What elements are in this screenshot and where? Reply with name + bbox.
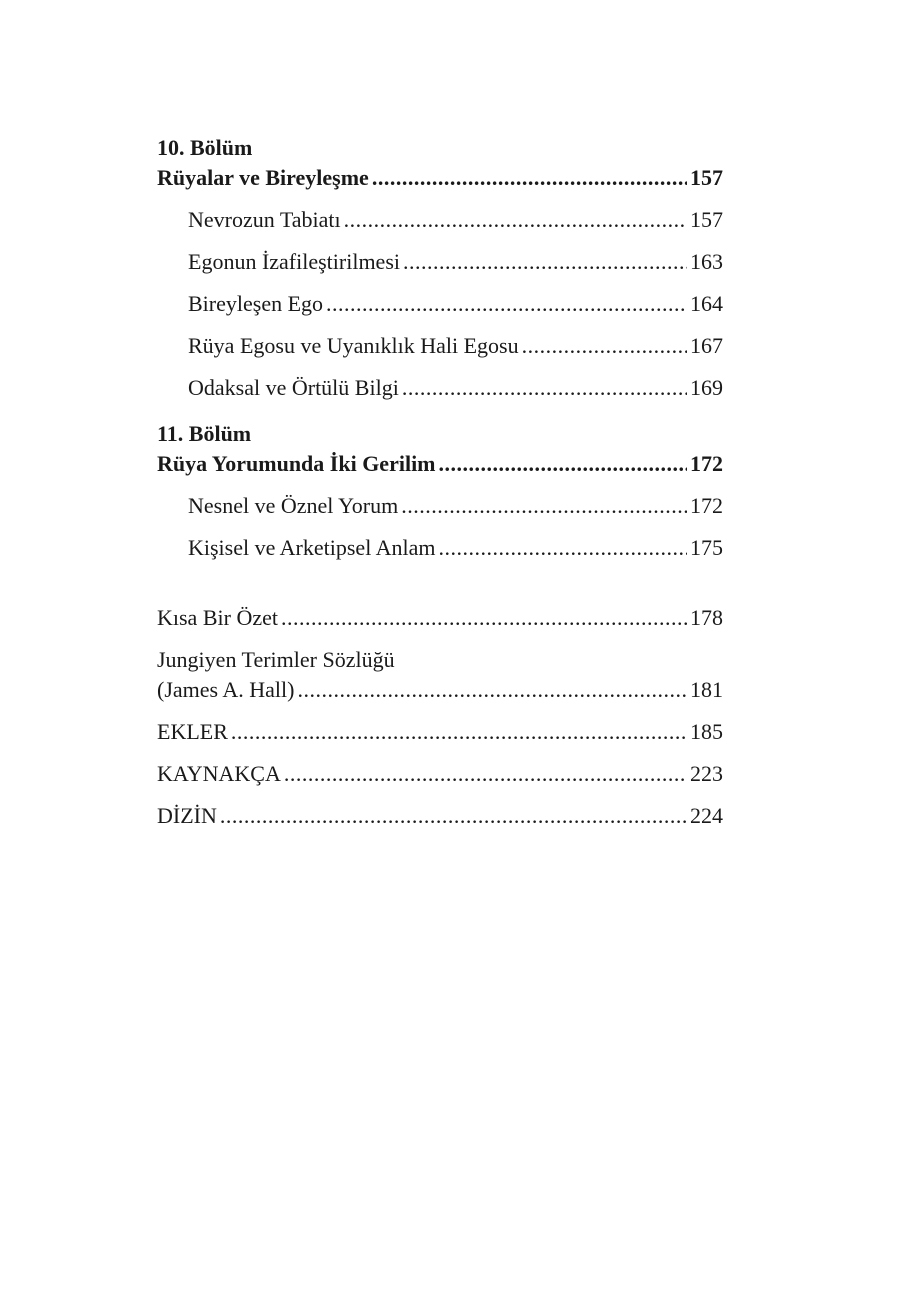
toc-entry[interactable] <box>157 289 723 319</box>
entry-title-line2: (James A. Hall) <box>157 677 295 702</box>
page-number: 169 <box>690 375 723 400</box>
table-of-contents <box>157 133 723 831</box>
toc-entry-summary[interactable] <box>157 603 723 633</box>
entry-title: DİZİN <box>157 803 217 828</box>
entry-title: Kişisel ve Arketipsel Anlam <box>188 535 436 560</box>
page-number: 178 <box>690 605 723 630</box>
page-number: 163 <box>690 249 723 274</box>
entry-title-line2-row <box>157 675 723 705</box>
entry-title: Egonun İzafileştirilmesi <box>188 249 400 274</box>
entry-title: Nesnel ve Öznel Yorum <box>188 493 399 518</box>
entry-title: Nevrozun Tabiatı <box>188 207 341 232</box>
dot-leader <box>297 675 687 705</box>
dot-leader <box>281 603 687 633</box>
toc-entry-appendices[interactable] <box>157 717 723 747</box>
page-number: 167 <box>690 333 723 358</box>
chapter-11 <box>157 419 723 563</box>
page-number: 164 <box>690 291 723 316</box>
dot-leader <box>438 533 687 563</box>
entry-title: Odaksal ve Örtülü Bilgi <box>188 375 399 400</box>
chapter-title: Rüya Yorumunda İki Gerilim <box>157 451 436 476</box>
dot-leader <box>326 289 687 319</box>
entry-title-line1: Jungiyen Terimler Sözlüğü <box>157 647 395 672</box>
page-number: 223 <box>690 761 723 786</box>
toc-entry[interactable] <box>157 373 723 403</box>
chapter-title-row[interactable] <box>157 163 723 193</box>
page-number: 185 <box>690 719 723 744</box>
entry-title: KAYNAKÇA <box>157 761 281 786</box>
toc-entry[interactable] <box>157 205 723 235</box>
page-number: 172 <box>690 451 723 476</box>
toc-entry[interactable] <box>157 331 723 361</box>
chapter-10 <box>157 133 723 403</box>
page-number: 157 <box>690 165 723 190</box>
dot-leader <box>522 331 687 361</box>
dot-leader <box>220 801 687 831</box>
back-matter <box>157 603 723 831</box>
dot-leader <box>284 759 687 789</box>
toc-entry-index[interactable] <box>157 801 723 831</box>
dot-leader <box>439 449 687 479</box>
dot-leader <box>402 373 687 403</box>
page-number: 172 <box>690 493 723 518</box>
entry-title: Bireyleşen Ego <box>188 291 324 316</box>
chapter-title: Rüyalar ve Bireyleşme <box>157 165 369 190</box>
spacer <box>157 403 723 419</box>
toc-entry-bibliography[interactable] <box>157 759 723 789</box>
dot-leader <box>344 205 687 235</box>
chapter-title-row[interactable] <box>157 449 723 479</box>
toc-entry[interactable] <box>157 491 723 521</box>
dot-leader <box>372 163 687 193</box>
chapter-label: 10. Bölüm <box>157 135 253 160</box>
entry-title: Rüya Egosu ve Uyanıklık Hali Egosu <box>188 333 519 358</box>
page-number: 157 <box>690 207 723 232</box>
toc-entry[interactable] <box>157 247 723 277</box>
page-number: 175 <box>690 535 723 560</box>
toc-entry-glossary[interactable] <box>157 645 723 705</box>
chapter-label: 11. Bölüm <box>157 421 252 446</box>
dot-leader <box>403 247 687 277</box>
page-number: 181 <box>690 677 723 702</box>
dot-leader <box>401 491 687 521</box>
entry-title: EKLER <box>157 719 228 744</box>
spacer <box>157 563 723 603</box>
page-number: 224 <box>690 803 723 828</box>
dot-leader <box>231 717 687 747</box>
entry-title: Kısa Bir Özet <box>157 605 278 630</box>
toc-entry[interactable] <box>157 533 723 563</box>
